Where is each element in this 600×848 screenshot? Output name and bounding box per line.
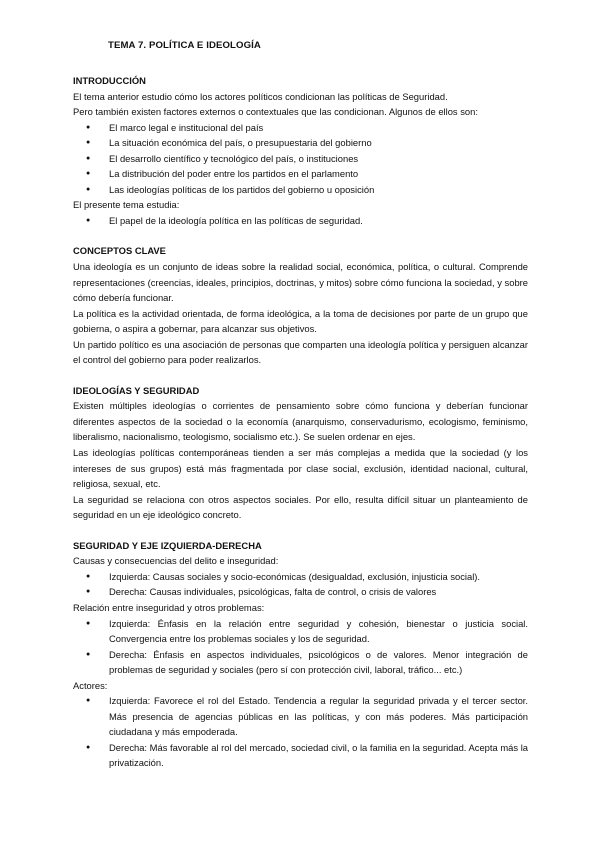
paragraph: Un partido político es una asociación de personas que comparten una ideología política y persiguen alcanzar el control del gobierno para poder realizarlos. <box>73 338 528 366</box>
section-ideologias-seguridad <box>73 383 528 523</box>
paragraph: Una ideología es un conjunto de ideas sobre la realidad social, económica, política, o cultural. Comprende representaciones (creencias, ideales, principios, doctrinas, y mitos) sobre cómo funciona la sociedad, y sobre cómo debería funcionar. <box>73 261 528 304</box>
paragraph: Causas y consecuencias del delito e inseguridad: <box>73 555 279 567</box>
paragraph: La política es la actividad orientada, de forma ideológica, a la toma de decisiones por parte de un grupo que gobierna, o aspira a gobernar, para alcanzar sus objetivos. <box>73 307 528 335</box>
list-item: ● La distribución del poder entre los partidos en el parlamento <box>73 166 528 182</box>
list-item: ● Izquierda: Énfasis en la relación entre seguridad y cohesión, bienestar o justicia social. Convergencia entre los problemas sociales y los de seguridad. <box>73 616 528 647</box>
section-heading: CONCEPTOS CLAVE <box>73 245 166 257</box>
paragraph: Las ideologías políticas contemporáneas tienden a ser más complejas a medida que la sociedad (y los intereses de sus grupos) está más fragmentada por clase social, exclusión, identidad nacional, cultural, religiosa, sexual, etc. <box>73 447 528 490</box>
paragraph: El presente tema estudia: <box>73 199 180 211</box>
spacer <box>73 228 528 243</box>
section-introduccion <box>73 73 528 228</box>
section-heading: SEGURIDAD Y EJE IZQUIERDA-DERECHA <box>73 539 262 551</box>
list-item: ● El desarrollo científico y tecnológico del país, o instituciones <box>73 151 528 167</box>
paragraph: Actores: <box>73 679 108 691</box>
section-conceptos-clave <box>73 243 528 367</box>
document-body <box>73 73 528 771</box>
spacer <box>73 523 528 538</box>
relation-list <box>73 616 528 678</box>
section-eje-izquierda-derecha <box>73 538 528 771</box>
list-item: ● Izquierda: Causas sociales y socio-económicas (desigualdad, exclusión, injusticia social). <box>73 569 528 585</box>
paragraph: El tema anterior estudio cómo los actores políticos condicionan las políticas de Seguridad. <box>73 90 448 102</box>
factors-list <box>73 120 528 198</box>
paragraph: La seguridad se relaciona con otros aspectos sociales. Por ello, resulta difícil situar un planteamiento de seguridad en un eje ideológico concreto. <box>73 493 528 521</box>
section-heading: IDEOLOGÍAS Y SEGURIDAD <box>73 384 200 396</box>
list-item: ● El papel de la ideología política en las políticas de seguridad. <box>73 213 528 229</box>
document-title: TEMA 7. POLÍTICA E IDEOLOGÍA <box>108 40 261 51</box>
actors-list <box>73 693 528 771</box>
causes-list <box>73 569 528 600</box>
topics-list <box>73 213 528 229</box>
paragraph: Pero también existen factores externos o contextuales que las condicionan. Algunos de ellos son: <box>73 106 478 118</box>
list-item: ● Las ideologías políticas de los partidos del gobierno u oposición <box>73 182 528 198</box>
paragraph: Relación entre inseguridad y otros problemas: <box>73 601 265 613</box>
paragraph: Existen múltiples ideologías o corrientes de pensamiento sobre cómo funciona y deberían funcionar diferentes aspectos de la sociedad o la economía (anarquismo, conservadurismo, ecologismo, feminismo, liberalismo, nacionalismo, teologismo, socialismo etc.). Se suelen ordenar en ejes. <box>73 400 528 443</box>
section-heading: INTRODUCCIÓN <box>73 75 146 86</box>
spacer <box>73 368 528 383</box>
list-item: ● Derecha: Más favorable al rol del mercado, sociedad civil, o la familia en la seguridad. Acepta más la privatización. <box>73 740 528 771</box>
list-item: ● La situación económica del país, o presupuestaria del gobierno <box>73 135 528 151</box>
list-item: ● Derecha: Causas individuales, psicológicas, falta de control, o crisis de valores <box>73 584 528 600</box>
list-item: ● El marco legal e institucional del país <box>73 120 528 136</box>
list-item: ● Izquierda: Favorece el rol del Estado. Tendencia a regular la seguridad privada y el tercer sector. Más presencia de agencias públicas en las políticas, y con más poderes. Más participación ciudadana y más empoderada. <box>73 693 528 740</box>
list-item: ● Derecha: Énfasis en aspectos individuales, psicológicos o de valores. Menor integración de problemas de seguridad y sociales (pero sí con protección civil, laboral, tráfico... etc.) <box>73 647 528 678</box>
